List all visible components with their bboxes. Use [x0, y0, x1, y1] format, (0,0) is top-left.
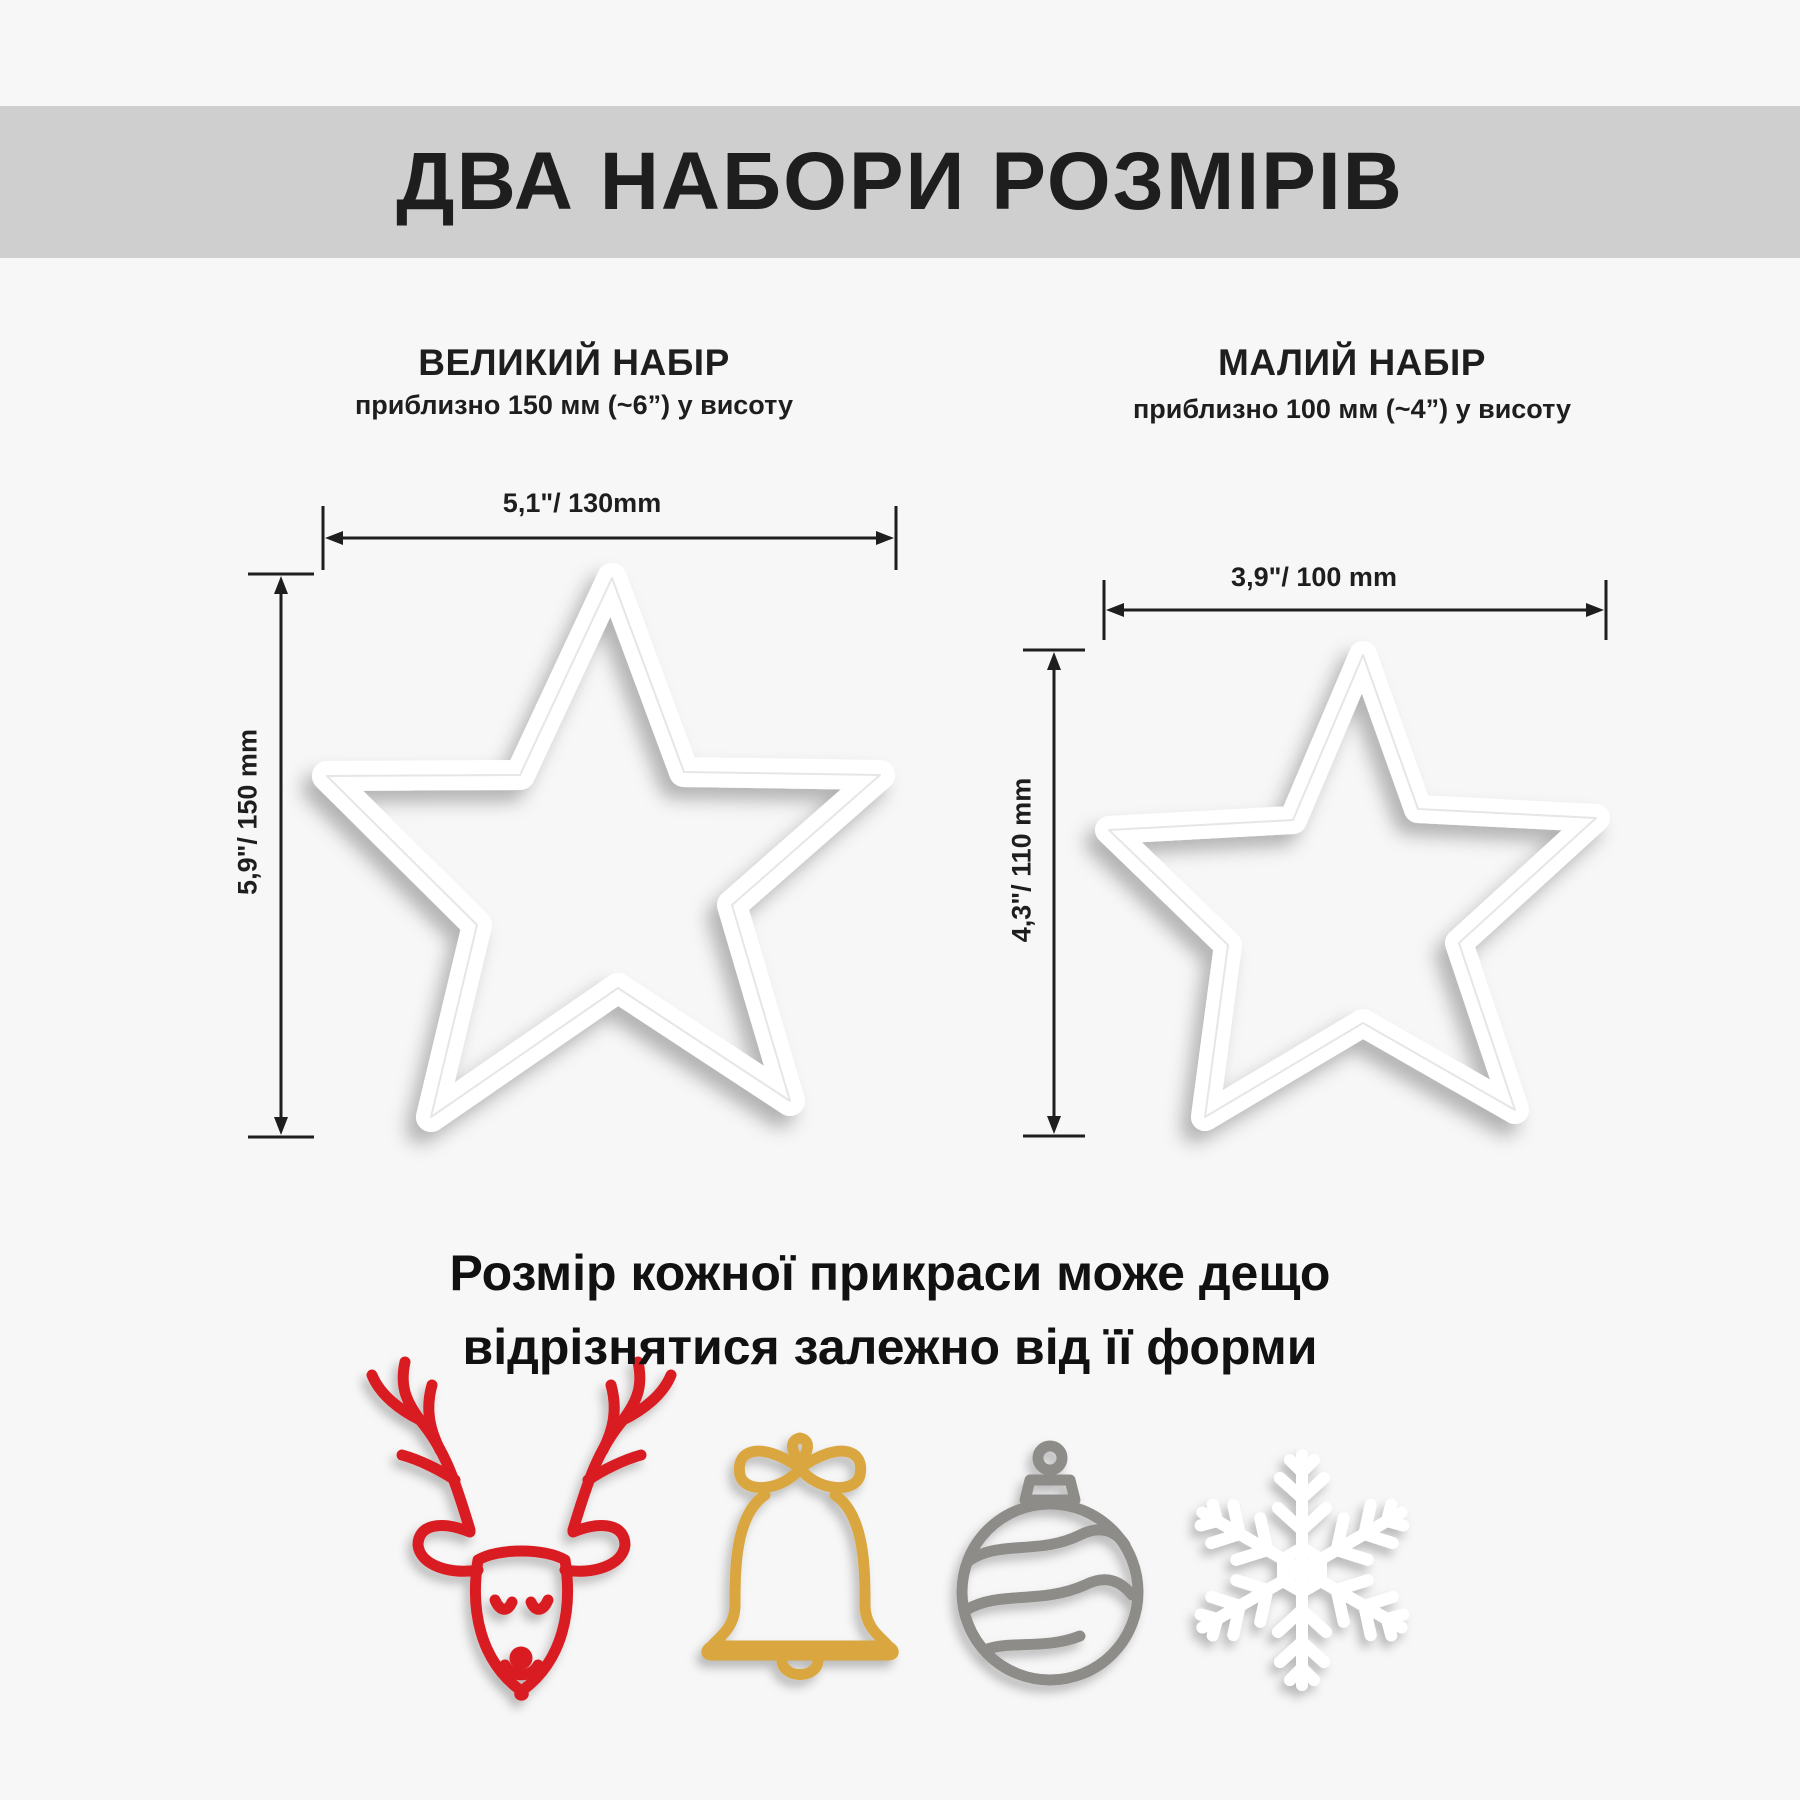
bauble-ornament-icon: [962, 1446, 1138, 1680]
bell-ornament-icon: [707, 1438, 894, 1675]
small-star-cutter: [1109, 655, 1596, 1117]
large-set-title: ВЕЛИКИЙ НАБІР: [418, 342, 730, 383]
deer-ornament-icon: [372, 1362, 671, 1695]
large-height-label: 5,9"/ 150 mm: [232, 729, 263, 895]
large-star-cutter: [327, 578, 880, 1117]
small-set-subtitle: приблизно 100 мм (~4”) у висоту: [1132, 394, 1572, 424]
page-title: ДВА НАБОРИ РОЗМІРІВ: [396, 136, 1404, 227]
size-note-line-2: відрізнятися залежно від її форми: [462, 1319, 1318, 1375]
snowflake-ornament-icon: [1190, 1455, 1413, 1685]
small-set-title: МАЛИЙ НАБІР: [1218, 342, 1486, 383]
large-set-subtitle: приблизно 150 мм (~6”) у висоту: [354, 390, 794, 420]
size-note-line-1: Розмір кожної прикраси може дещо: [449, 1245, 1331, 1301]
large-width-label: 5,1"/ 130mm: [502, 488, 662, 518]
small-height-label: 4,3"/ 110 mm: [1006, 777, 1037, 943]
small-width-label: 3,9"/ 100 mm: [1231, 562, 1397, 592]
